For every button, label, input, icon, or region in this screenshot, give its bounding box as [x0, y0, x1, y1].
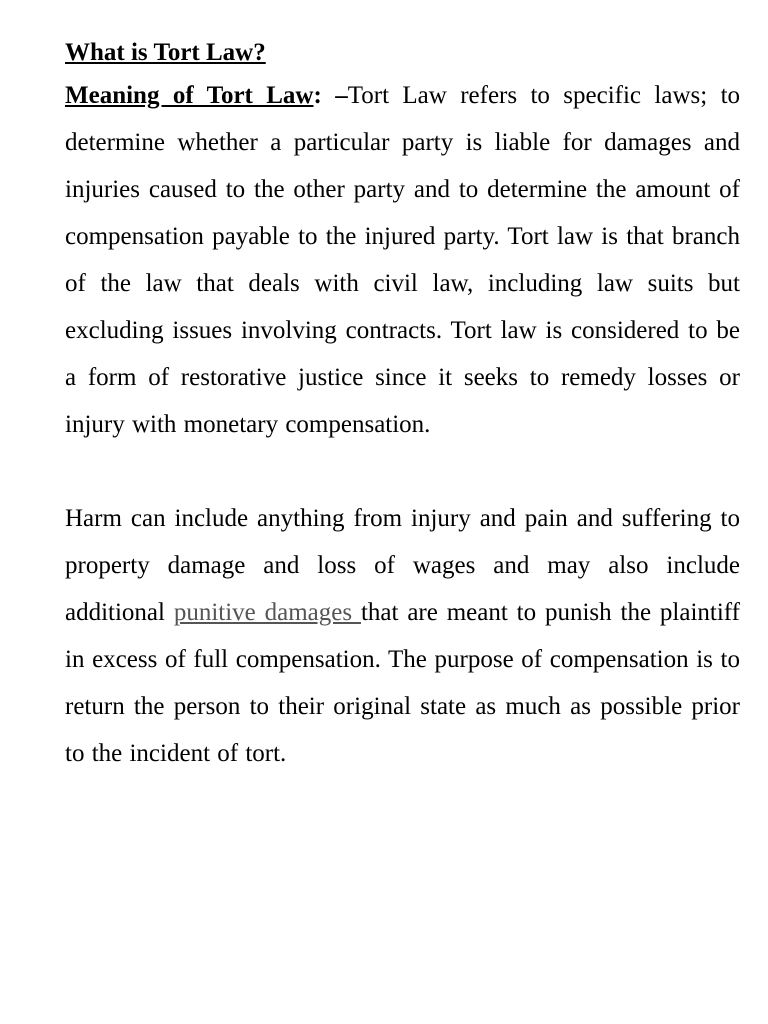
- paragraph-harm: [65, 495, 740, 777]
- paragraph-meaning-of-tort-law: [65, 72, 740, 448]
- punitive-damages-link[interactable]: punitive damages: [173, 599, 361, 626]
- heading-separator: : –: [313, 82, 348, 109]
- paragraph-text-after-link: that are meant to punish the plaintiff in excess of full compensation. The purpose of compensation is to return the person to their original state as much as possible prior to the incident of tort.: [65, 599, 740, 767]
- inline-heading: Meaning of Tort Law: [65, 82, 314, 109]
- document-page: [65, 34, 740, 777]
- document-title: What is Tort Law?: [65, 39, 266, 66]
- paragraph-text-before-link: Harm can include anything from injury and pain and suffering to property damage and loss of wages and may also include additional: [65, 505, 740, 626]
- paragraph-text: Tort Law refers to specific laws; to determine whether a particular party is liable for damages and injuries caused to the other party and to determine the amount of compensation payable to the injured party. Tort law is that branch of the law that deals with civil law, including law suits but excluding issues involving contracts. Tort law is considered to be a form of restorative justice since it seeks to remedy losses or injury with monetary compensation.: [65, 82, 741, 438]
